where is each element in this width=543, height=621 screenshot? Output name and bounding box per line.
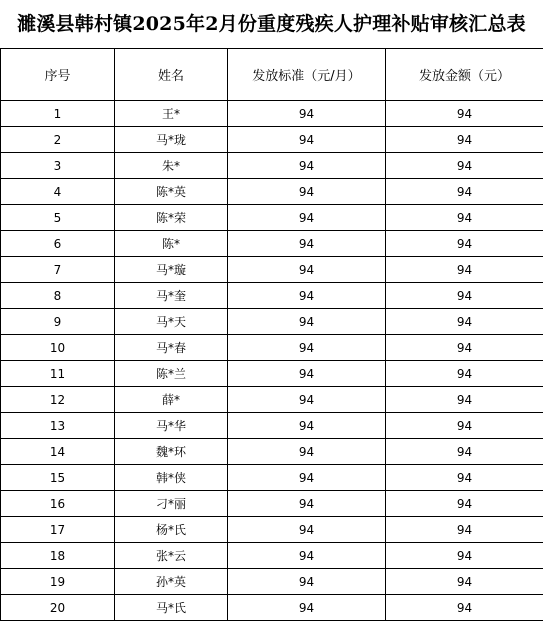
cell-serial-number: 15 <box>1 465 115 491</box>
cell-serial-number: 11 <box>1 361 115 387</box>
table-header-row <box>1 49 543 101</box>
cell-payment-standard: 94 <box>228 153 386 179</box>
cell-serial-number: 1 <box>1 101 115 127</box>
table-row <box>1 569 543 595</box>
cell-serial-number: 9 <box>1 309 115 335</box>
cell-name: 王* <box>115 101 228 127</box>
table-row <box>1 127 543 153</box>
cell-name: 陈*英 <box>115 179 228 205</box>
cell-serial-number: 4 <box>1 179 115 205</box>
cell-payment-standard: 94 <box>228 205 386 231</box>
cell-payment-amount: 94 <box>386 361 543 387</box>
cell-payment-amount: 94 <box>386 231 543 257</box>
table-row <box>1 257 543 283</box>
column-header-name: 姓名 <box>115 49 228 101</box>
cell-name: 陈* <box>115 231 228 257</box>
column-header-serial-number: 序号 <box>1 49 115 101</box>
cell-name: 韩*侠 <box>115 465 228 491</box>
cell-payment-standard: 94 <box>228 465 386 491</box>
cell-payment-standard: 94 <box>228 517 386 543</box>
cell-serial-number: 2 <box>1 127 115 153</box>
cell-name: 马*奎 <box>115 283 228 309</box>
cell-name: 马*璇 <box>115 257 228 283</box>
cell-payment-amount: 94 <box>386 543 543 569</box>
cell-payment-amount: 94 <box>386 101 543 127</box>
cell-name: 杨*氏 <box>115 517 228 543</box>
cell-serial-number: 6 <box>1 231 115 257</box>
cell-payment-standard: 94 <box>228 231 386 257</box>
document-title: 濉溪县韩村镇2025年2月份重度残疾人护理补贴审核汇总表 <box>17 13 526 35</box>
column-header-payment-standard: 发放标准（元/月） <box>228 49 386 101</box>
cell-name: 马*珑 <box>115 127 228 153</box>
cell-name: 张*云 <box>115 543 228 569</box>
cell-payment-standard: 94 <box>228 257 386 283</box>
cell-serial-number: 5 <box>1 205 115 231</box>
cell-name: 马*华 <box>115 413 228 439</box>
cell-payment-standard: 94 <box>228 361 386 387</box>
table-row <box>1 335 543 361</box>
cell-serial-number: 19 <box>1 569 115 595</box>
table-row <box>1 543 543 569</box>
cell-name: 马*春 <box>115 335 228 361</box>
cell-payment-amount: 94 <box>386 569 543 595</box>
cell-payment-amount: 94 <box>386 517 543 543</box>
cell-payment-standard: 94 <box>228 543 386 569</box>
column-header-payment-amount: 发放金额（元） <box>386 49 543 101</box>
cell-payment-standard: 94 <box>228 101 386 127</box>
cell-serial-number: 12 <box>1 387 115 413</box>
cell-payment-amount: 94 <box>386 465 543 491</box>
cell-payment-amount: 94 <box>386 283 543 309</box>
cell-serial-number: 18 <box>1 543 115 569</box>
table-row <box>1 231 543 257</box>
cell-name: 陈*荣 <box>115 205 228 231</box>
cell-name: 朱* <box>115 153 228 179</box>
table-row <box>1 413 543 439</box>
cell-payment-amount: 94 <box>386 127 543 153</box>
cell-payment-standard: 94 <box>228 179 386 205</box>
cell-payment-amount: 94 <box>386 491 543 517</box>
cell-payment-amount: 94 <box>386 257 543 283</box>
cell-serial-number: 7 <box>1 257 115 283</box>
cell-serial-number: 10 <box>1 335 115 361</box>
table-row <box>1 153 543 179</box>
cell-name: 孙*英 <box>115 569 228 595</box>
cell-payment-standard: 94 <box>228 283 386 309</box>
cell-payment-standard: 94 <box>228 387 386 413</box>
cell-payment-amount: 94 <box>386 309 543 335</box>
cell-serial-number: 8 <box>1 283 115 309</box>
cell-serial-number: 16 <box>1 491 115 517</box>
table-row <box>1 387 543 413</box>
table-row <box>1 309 543 335</box>
cell-payment-standard: 94 <box>228 127 386 153</box>
cell-payment-standard: 94 <box>228 569 386 595</box>
cell-serial-number: 14 <box>1 439 115 465</box>
subsidy-summary-table <box>0 48 543 621</box>
table-row <box>1 595 543 621</box>
cell-payment-amount: 94 <box>386 179 543 205</box>
cell-payment-amount: 94 <box>386 413 543 439</box>
cell-serial-number: 13 <box>1 413 115 439</box>
cell-serial-number: 17 <box>1 517 115 543</box>
cell-payment-amount: 94 <box>386 205 543 231</box>
cell-serial-number: 3 <box>1 153 115 179</box>
cell-payment-standard: 94 <box>228 595 386 621</box>
cell-name: 薛* <box>115 387 228 413</box>
cell-payment-standard: 94 <box>228 439 386 465</box>
cell-payment-standard: 94 <box>228 413 386 439</box>
table-row <box>1 439 543 465</box>
cell-payment-amount: 94 <box>386 335 543 361</box>
cell-payment-standard: 94 <box>228 335 386 361</box>
cell-payment-standard: 94 <box>228 309 386 335</box>
cell-name: 陈*兰 <box>115 361 228 387</box>
cell-name: 刁*丽 <box>115 491 228 517</box>
table-row <box>1 517 543 543</box>
table-row <box>1 179 543 205</box>
table-row <box>1 491 543 517</box>
table-row <box>1 465 543 491</box>
cell-name: 马*氏 <box>115 595 228 621</box>
cell-name: 魏*环 <box>115 439 228 465</box>
table-row <box>1 205 543 231</box>
cell-payment-amount: 94 <box>386 387 543 413</box>
cell-name: 马*天 <box>115 309 228 335</box>
table-row <box>1 101 543 127</box>
cell-serial-number: 20 <box>1 595 115 621</box>
cell-payment-amount: 94 <box>386 595 543 621</box>
table-row <box>1 361 543 387</box>
cell-payment-standard: 94 <box>228 491 386 517</box>
cell-payment-amount: 94 <box>386 153 543 179</box>
cell-payment-amount: 94 <box>386 439 543 465</box>
table-row <box>1 283 543 309</box>
